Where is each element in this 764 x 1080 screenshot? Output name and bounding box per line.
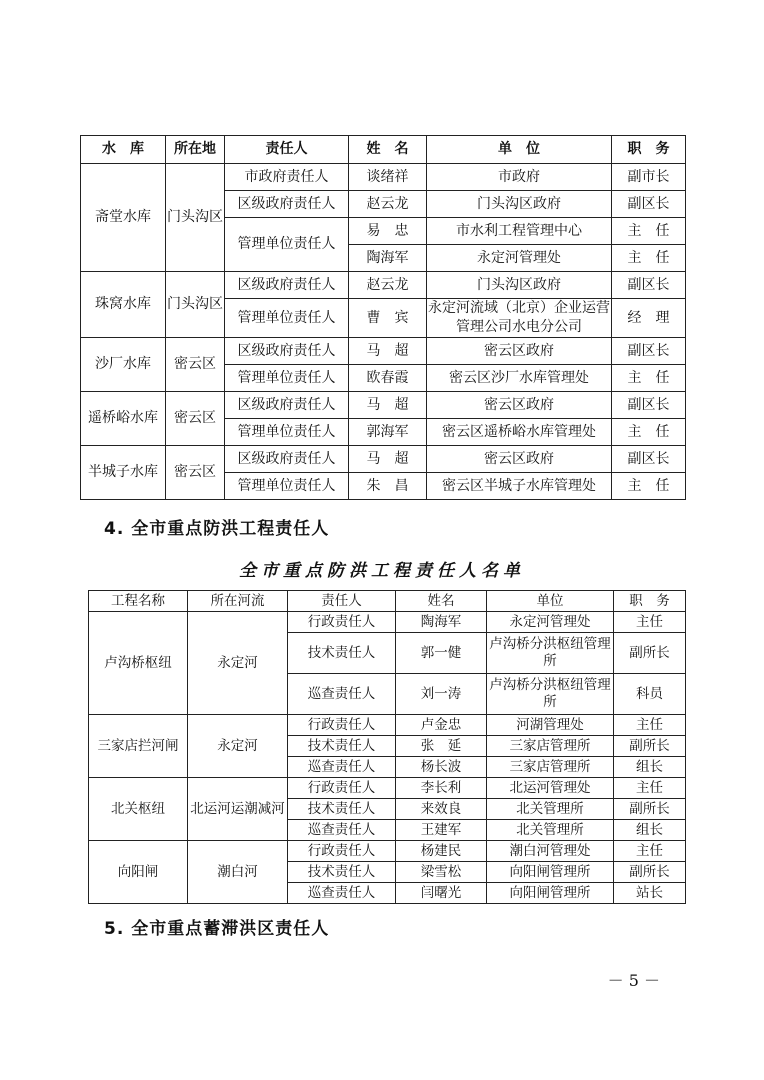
column-header: 所在河流: [188, 591, 288, 612]
role: 巡查责任人: [288, 883, 396, 904]
unit: 密云区政府: [427, 392, 612, 419]
person-name: 闫曙光: [396, 883, 487, 904]
role: 巡查责任人: [288, 820, 396, 841]
column-header: 姓 名: [349, 136, 427, 164]
role: 行政责任人: [288, 715, 396, 736]
person-name: 曹 宾: [349, 299, 427, 338]
table-row: [81, 272, 686, 299]
position: 主 任: [612, 218, 686, 245]
person-name: 马 超: [349, 446, 427, 473]
location: 门头沟区: [166, 164, 225, 272]
table-title: 全市重点防洪工程责任人名单: [239, 561, 525, 581]
role: 行政责任人: [288, 778, 396, 799]
table-row: [89, 841, 686, 862]
column-header: 责任人: [288, 591, 396, 612]
river: 北运河运潮减河: [188, 778, 288, 841]
reservoir-name: 沙厂水库: [81, 338, 166, 392]
unit: 北运河管理处: [487, 778, 614, 799]
unit: 永定河管理处: [487, 612, 614, 633]
person-name: 刘一涛: [396, 674, 487, 715]
location: 门头沟区: [166, 272, 225, 338]
position: 副市长: [612, 164, 686, 191]
position: 主任: [614, 715, 686, 736]
unit: 向阳闸管理所: [487, 862, 614, 883]
column-header: 单 位: [427, 136, 612, 164]
position: 副区长: [612, 338, 686, 365]
unit: 密云区政府: [427, 338, 612, 365]
table-header-row: [89, 591, 686, 612]
role: 行政责任人: [288, 841, 396, 862]
role: 区级政府责任人: [225, 338, 349, 365]
position: 站长: [614, 883, 686, 904]
unit: 三家店管理所: [487, 736, 614, 757]
role: 技术责任人: [288, 799, 396, 820]
reservoir-responsibility-table: [80, 135, 686, 500]
unit: 市水利工程管理中心: [427, 218, 612, 245]
person-name: 陶海军: [396, 612, 487, 633]
person-name: 欧春霞: [349, 365, 427, 392]
table-row: [89, 778, 686, 799]
person-name: 卢金忠: [396, 715, 487, 736]
person-name: 郭一健: [396, 633, 487, 674]
project-name: 卢沟桥枢纽: [89, 612, 188, 715]
reservoir-name: 珠窝水库: [81, 272, 166, 338]
position: 主 任: [612, 365, 686, 392]
project-name: 向阳闸: [89, 841, 188, 904]
position: 副所长: [614, 633, 686, 674]
person-name: 易 忠: [349, 218, 427, 245]
position: 副区长: [612, 392, 686, 419]
position: 主任: [614, 841, 686, 862]
person-name: 王建军: [396, 820, 487, 841]
role: 管理单位责任人: [225, 218, 349, 272]
position: 组长: [614, 757, 686, 778]
project-name: 北关枢纽: [89, 778, 188, 841]
person-name: 赵云龙: [349, 272, 427, 299]
role: 管理单位责任人: [225, 365, 349, 392]
person-name: 马 超: [349, 338, 427, 365]
position: 主 任: [612, 419, 686, 446]
flood-control-project-table: [88, 590, 686, 904]
person-name: 赵云龙: [349, 191, 427, 218]
position: 副区长: [612, 272, 686, 299]
person-name: 张 延: [396, 736, 487, 757]
project-name: 三家店拦河闸: [89, 715, 188, 778]
unit: 门头沟区政府: [427, 272, 612, 299]
person-name: 陶海军: [349, 245, 427, 272]
unit: 潮白河管理处: [487, 841, 614, 862]
column-header: 所在地: [166, 136, 225, 164]
column-header: 职 务: [612, 136, 686, 164]
person-name: 郭海军: [349, 419, 427, 446]
unit: 密云区遥桥峪水库管理处: [427, 419, 612, 446]
role: 技术责任人: [288, 633, 396, 674]
role: 区级政府责任人: [225, 392, 349, 419]
column-header: 职 务: [614, 591, 686, 612]
role: 区级政府责任人: [225, 191, 349, 218]
position: 副区长: [612, 191, 686, 218]
location: 密云区: [166, 338, 225, 392]
person-name: 马 超: [349, 392, 427, 419]
reservoir-name: 半城子水库: [81, 446, 166, 500]
position: 主 任: [612, 245, 686, 272]
river: 永定河: [188, 612, 288, 715]
unit: 北关管理所: [487, 799, 614, 820]
unit: 向阳闸管理所: [487, 883, 614, 904]
role: 管理单位责任人: [225, 299, 349, 338]
person-name: 杨建民: [396, 841, 487, 862]
table-row: [89, 715, 686, 736]
role: 区级政府责任人: [225, 272, 349, 299]
table-row: [89, 612, 686, 633]
column-header: 工程名称: [89, 591, 188, 612]
person-name: 杨长波: [396, 757, 487, 778]
role: 管理单位责任人: [225, 419, 349, 446]
person-name: 朱 昌: [349, 473, 427, 500]
person-name: 李长利: [396, 778, 487, 799]
reservoir-name: 斋堂水库: [81, 164, 166, 272]
table-header-row: [81, 136, 686, 164]
unit: 永定河管理处: [427, 245, 612, 272]
table-row: [81, 338, 686, 365]
unit: 门头沟区政府: [427, 191, 612, 218]
position: 经 理: [612, 299, 686, 338]
section-heading: 5. 全市重点蓄滞洪区责任人: [104, 919, 330, 939]
table-row: [81, 392, 686, 419]
position: 副所长: [614, 799, 686, 820]
role: 巡查责任人: [288, 757, 396, 778]
person-name: 梁雪松: [396, 862, 487, 883]
unit: 三家店管理所: [487, 757, 614, 778]
position: 副所长: [614, 736, 686, 757]
river: 潮白河: [188, 841, 288, 904]
position: 主 任: [612, 473, 686, 500]
unit: 卢沟桥分洪枢纽管理所: [487, 674, 614, 715]
unit: 永定河流域（北京）企业运营管理公司水电分公司: [427, 299, 612, 338]
person-name: 来效良: [396, 799, 487, 820]
person-name: 谈绪祥: [349, 164, 427, 191]
role: 区级政府责任人: [225, 446, 349, 473]
position: 副所长: [614, 862, 686, 883]
role: 巡查责任人: [288, 674, 396, 715]
unit: 密云区沙厂水库管理处: [427, 365, 612, 392]
position: 主任: [614, 612, 686, 633]
unit: 卢沟桥分洪枢纽管理所: [487, 633, 614, 674]
role: 技术责任人: [288, 736, 396, 757]
location: 密云区: [166, 392, 225, 446]
unit: 密云区半城子水库管理处: [427, 473, 612, 500]
position: 组长: [614, 820, 686, 841]
page-number: － 5 －: [607, 971, 660, 990]
position: 主任: [614, 778, 686, 799]
role: 管理单位责任人: [225, 473, 349, 500]
position: 科员: [614, 674, 686, 715]
role: 技术责任人: [288, 862, 396, 883]
unit: 市政府: [427, 164, 612, 191]
reservoir-name: 遥桥峪水库: [81, 392, 166, 446]
column-header: 单位: [487, 591, 614, 612]
unit: 密云区政府: [427, 446, 612, 473]
column-header: 水 库: [81, 136, 166, 164]
table-row: [81, 164, 686, 191]
location: 密云区: [166, 446, 225, 500]
column-header: 责任人: [225, 136, 349, 164]
table-row: [81, 446, 686, 473]
role: 行政责任人: [288, 612, 396, 633]
column-header: 姓名: [396, 591, 487, 612]
role: 市政府责任人: [225, 164, 349, 191]
river: 永定河: [188, 715, 288, 778]
unit: 河湖管理处: [487, 715, 614, 736]
position: 副区长: [612, 446, 686, 473]
unit: 北关管理所: [487, 820, 614, 841]
section-heading: 4. 全市重点防洪工程责任人: [104, 519, 330, 539]
